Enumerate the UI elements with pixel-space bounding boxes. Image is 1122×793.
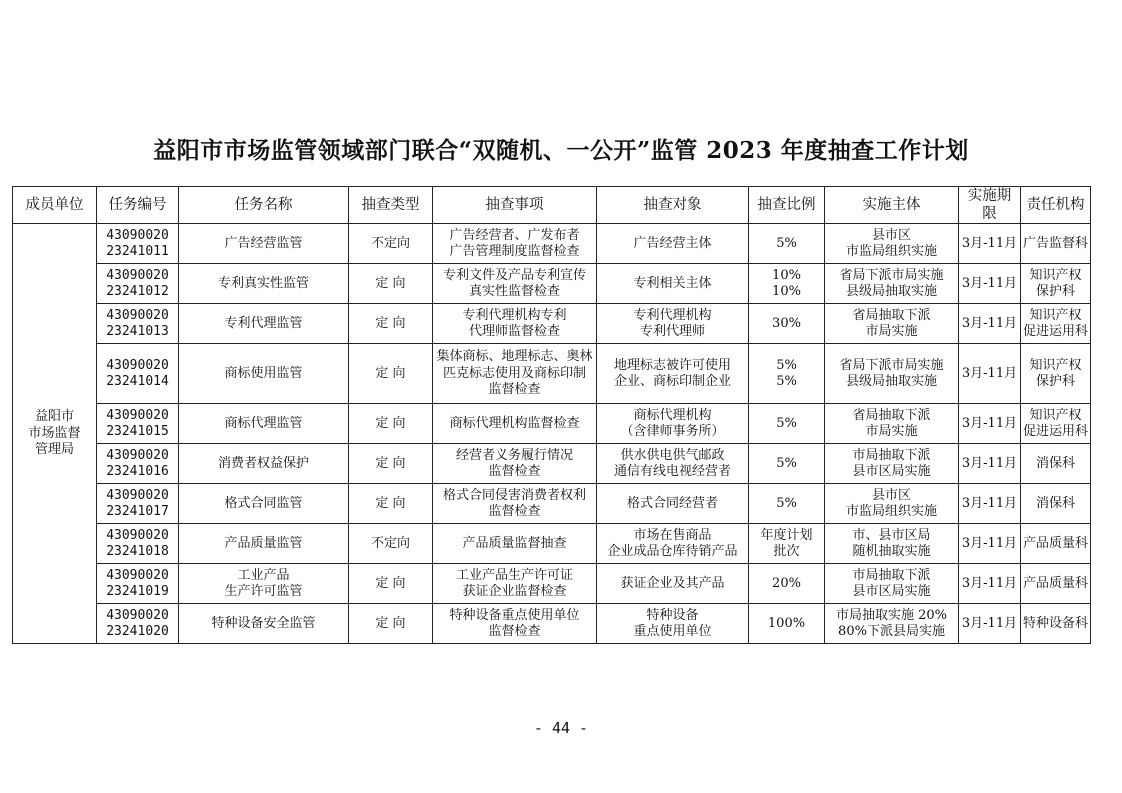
implementer-cell-line: 省局抽取下派 [852,407,931,423]
check-item-cell-line: 工业产品生产许可证 [455,567,573,583]
table-row [13,264,1091,304]
check-item-cell-line: 监督检查 [488,381,541,397]
responsible-org-cell-line: 消保科 [1035,455,1075,471]
period-cell: 3月-11月 [959,524,1021,564]
task-name-cell-line: 产品质量监管 [224,535,303,551]
check-ratio-cell-line: 5% [776,235,797,251]
task-code-cell-line: 43090020 [106,307,169,323]
check-item-cell [433,264,597,304]
period-cell: 3月-11月 [959,264,1021,304]
column-header: 任务名称 [179,187,349,224]
responsible-org-cell [1021,304,1091,344]
check-target-cell-line: 专利相关主体 [633,275,712,291]
responsible-org-cell [1021,404,1091,444]
period-cell: 3月-11月 [959,484,1021,524]
responsible-org-cell [1021,604,1091,644]
task-name-cell [179,564,349,604]
period-cell: 3月-11月 [959,224,1021,264]
check-item-cell-line: 匹克标志使用及商标印制 [442,365,586,381]
column-header: 实施主体 [825,187,959,224]
check-target-cell [597,604,749,644]
task-code-cell-line: 43090020 [106,227,169,243]
responsible-org-cell-line: 促进运用科 [1023,423,1089,439]
check-item-cell-line: 代理师监督检查 [468,323,560,339]
table-row [13,224,1091,264]
task-code-cell-line: 43090020 [106,487,169,503]
task-name-cell [179,524,349,564]
task-name-cell-line: 专利真实性监管 [217,275,309,291]
check-ratio-cell [749,344,825,404]
table-row [13,404,1091,444]
responsible-org-cell [1021,344,1091,404]
check-item-cell-line: 专利代理机构专利 [462,307,567,323]
check-ratio-cell-line: 30% [772,315,801,331]
check-item-cell-line: 广告管理制度监督检查 [449,243,580,259]
task-code-cell-line: 23241014 [106,373,169,389]
implementer-cell-line: 市监局组织实施 [845,503,937,519]
check-item-cell-line: 广告经营者、广发布者 [449,227,580,243]
task-name-cell [179,304,349,344]
implementer-cell-line: 市、县市区局 [852,527,931,543]
check-target-cell [597,344,749,404]
check-ratio-cell [749,604,825,644]
responsible-org-cell-line: 知识产权 [1029,407,1082,423]
table-row [13,604,1091,644]
check-type-cell: 定 向 [349,564,433,604]
check-ratio-cell [749,304,825,344]
plan-table [12,186,1091,644]
check-ratio-cell-line: 5% [776,495,797,511]
check-ratio-cell-line: 20% [772,575,801,591]
check-item-cell-line: 监督检查 [488,463,541,479]
task-name-cell [179,264,349,304]
responsible-org-cell-line: 知识产权 [1029,307,1082,323]
implementer-cell [825,564,959,604]
page-number: - 44 - [533,719,589,737]
check-item-cell [433,564,597,604]
check-ratio-cell-line: 100% [767,615,806,631]
task-code-cell-line: 43090020 [106,447,169,463]
check-ratio-cell [749,264,825,304]
implementer-cell-line: 县市区 [871,487,911,503]
check-item-cell [433,524,597,564]
check-item-cell [433,604,597,644]
check-ratio-cell [749,224,825,264]
implementer-cell [825,264,959,304]
member-unit-line: 益阳市 [34,409,74,425]
implementer-cell-line: 省局抽取下派 [852,307,931,323]
check-ratio-cell-line: 10% [772,283,801,299]
implementer-cell [825,484,959,524]
responsible-org-cell [1021,484,1091,524]
implementer-cell-line: 县市区 [871,227,911,243]
table-row [13,564,1091,604]
check-type-cell: 定 向 [349,404,433,444]
task-code-cell-line: 23241012 [106,283,169,299]
check-ratio-cell-line: 5% [776,455,797,471]
implementer-cell-line: 县市区局实施 [852,463,931,479]
check-ratio-cell-line: 5% [776,357,797,373]
column-header: 任务编号 [97,187,179,224]
task-code-cell-line: 43090020 [106,267,169,283]
task-code-cell-line: 43090020 [106,527,169,543]
responsible-org-cell-line: 保护科 [1035,373,1075,389]
implementer-cell [825,224,959,264]
check-target-cell-line: 重点使用单位 [633,623,712,639]
implementer-cell-line: 80%下派县局实施 [838,623,945,639]
task-code-cell [97,484,179,524]
task-code-cell [97,524,179,564]
check-item-cell [433,404,597,444]
task-code-cell-line: 23241015 [106,423,169,439]
check-ratio-cell-line: 5% [776,373,797,389]
implementer-cell-line: 市局实施 [865,423,918,439]
check-target-cell-line: 供水供电供气邮政 [620,447,725,463]
table-row [13,344,1091,404]
responsible-org-cell [1021,564,1091,604]
period-cell: 3月-11月 [959,404,1021,444]
column-header: 抽查类型 [349,187,433,224]
check-target-cell-line: 格式合同经营者 [626,495,718,511]
check-target-cell-line: 获证企业及其产品 [620,575,725,591]
implementer-cell-line: 省局下派市局实施 [839,267,944,283]
header-row [13,187,1091,224]
task-code-cell [97,564,179,604]
task-name-cell-line: 消费者权益保护 [217,455,309,471]
check-item-cell [433,344,597,404]
task-code-cell [97,344,179,404]
check-item-cell [433,484,597,524]
check-item-cell [433,444,597,484]
implementer-cell-line: 市监局组织实施 [845,243,937,259]
check-type-cell: 定 向 [349,304,433,344]
check-target-cell [597,264,749,304]
task-code-cell-line: 23241018 [106,543,169,559]
responsible-org-cell-line: 促进运用科 [1023,323,1089,339]
column-header: 责任机构 [1021,187,1091,224]
check-item-cell-line: 获证企业监督检查 [462,583,567,599]
check-item-cell-line: 经营者义务履行情况 [455,447,573,463]
page-title: 益阳市市场监管领域部门联合“双随机、一公开”监管 2023 年度抽查工作计划 [153,137,969,164]
task-code-cell [97,404,179,444]
member-unit-line: 管理局 [34,441,74,457]
check-ratio-cell [749,444,825,484]
check-target-cell [597,224,749,264]
check-target-cell-line: 专利代理师 [639,323,705,339]
check-type-cell: 定 向 [349,484,433,524]
responsible-org-cell-line: 特种设备科 [1023,615,1089,631]
check-target-cell [597,564,749,604]
implementer-cell-line: 随机抽取实施 [852,543,931,559]
check-type-cell: 定 向 [349,604,433,644]
responsible-org-cell [1021,444,1091,484]
responsible-org-cell-line: 广告监督科 [1023,235,1089,251]
task-code-cell-line: 43090020 [106,357,169,373]
responsible-org-cell [1021,264,1091,304]
check-target-cell-line: 特种设备 [646,607,699,623]
implementer-cell [825,344,959,404]
task-name-cell-line: 工业产品 [237,567,290,583]
check-target-cell-line: 广告经营主体 [633,235,712,251]
check-ratio-cell-line: 批次 [773,543,800,559]
check-item-cell-line: 真实性监督检查 [468,283,560,299]
check-target-cell-line: 专利代理机构 [633,307,712,323]
check-target-cell-line: 通信有线电视经营者 [613,463,731,479]
check-type-cell: 不定向 [349,524,433,564]
implementer-cell-line: 县市区局实施 [852,583,931,599]
responsible-org-cell-line: 产品质量科 [1023,575,1089,591]
implementer-cell [825,524,959,564]
table-row [13,444,1091,484]
task-name-cell [179,344,349,404]
check-ratio-cell [749,404,825,444]
column-header: 成员单位 [13,187,97,224]
task-name-cell [179,604,349,644]
check-item-cell-line: 特种设备重点使用单位 [449,607,580,623]
column-header: 实施期限 [959,187,1021,224]
task-code-cell-line: 23241017 [106,503,169,519]
check-target-cell-line: （含律师事务所） [620,423,725,439]
column-header: 抽查比例 [749,187,825,224]
check-target-cell [597,444,749,484]
check-target-cell [597,404,749,444]
task-name-cell-line: 特种设备安全监管 [211,615,316,631]
task-name-cell-line: 广告经营监管 [224,235,303,251]
check-item-cell-line: 监督检查 [488,623,541,639]
check-item-cell-line: 格式合同侵害消费者权利 [442,487,586,503]
task-code-cell-line: 23241013 [106,323,169,339]
check-ratio-cell-line: 10% [772,267,801,283]
check-type-cell: 不定向 [349,224,433,264]
task-name-cell-line: 商标代理监管 [224,415,303,431]
task-code-cell-line: 43090020 [106,407,169,423]
implementer-cell [825,444,959,484]
task-code-cell-line: 43090020 [106,607,169,623]
implementer-cell-line: 县级局抽取实施 [845,283,937,299]
implementer-cell-line: 市局抽取下派 [852,567,931,583]
task-name-cell-line: 商标使用监管 [224,365,303,381]
task-name-cell [179,484,349,524]
check-type-cell: 定 向 [349,344,433,404]
check-item-cell-line: 商标代理机构监督检查 [449,415,580,431]
implementer-cell [825,404,959,444]
table-row [13,304,1091,344]
responsible-org-cell-line: 产品质量科 [1023,535,1089,551]
task-code-cell [97,444,179,484]
check-ratio-cell [749,524,825,564]
task-name-cell [179,444,349,484]
responsible-org-cell-line: 知识产权 [1029,357,1082,373]
table-row [13,484,1091,524]
check-target-cell-line: 地理标志被许可使用 [613,357,731,373]
check-item-cell [433,224,597,264]
period-cell: 3月-11月 [959,344,1021,404]
check-ratio-cell-line: 5% [776,415,797,431]
check-ratio-cell-line: 年度计划 [760,527,813,543]
check-target-cell [597,304,749,344]
check-item-cell-line: 专利文件及产品专利宣传 [442,267,586,283]
member-unit-cell [13,224,97,644]
period-cell: 3月-11月 [959,564,1021,604]
task-code-cell [97,224,179,264]
task-name-cell [179,224,349,264]
responsible-org-cell [1021,524,1091,564]
check-item-cell [433,304,597,344]
responsible-org-cell-line: 知识产权 [1029,267,1082,283]
task-code-cell-line: 23241016 [106,463,169,479]
check-ratio-cell [749,564,825,604]
implementer-cell-line: 省局下派市局实施 [839,357,944,373]
check-type-cell: 定 向 [349,264,433,304]
check-target-cell-line: 市场在售商品 [633,527,712,543]
implementer-cell-line: 市局实施 [865,323,918,339]
column-header: 抽查对象 [597,187,749,224]
check-target-cell-line: 企业、商标印制企业 [613,373,731,389]
implementer-cell [825,604,959,644]
implementer-cell-line: 县级局抽取实施 [845,373,937,389]
check-item-cell-line: 产品质量监督抽查 [462,535,567,551]
task-code-cell-line: 23241020 [106,623,169,639]
task-name-cell [179,404,349,444]
check-item-cell-line: 集体商标、地理标志、奥林 [436,349,593,365]
check-target-cell [597,484,749,524]
check-target-cell-line: 商标代理机构 [633,407,712,423]
period-cell: 3月-11月 [959,444,1021,484]
responsible-org-cell [1021,224,1091,264]
check-target-cell-line: 企业成品仓库待销产品 [607,543,738,559]
period-cell: 3月-11月 [959,604,1021,644]
task-code-cell-line: 23241011 [106,243,169,259]
task-code-cell-line: 43090020 [106,567,169,583]
task-code-cell [97,604,179,644]
check-type-cell: 定 向 [349,444,433,484]
task-name-cell-line: 专利代理监管 [224,315,303,331]
implementer-cell-line: 市局抽取实施 20% [835,607,948,623]
period-cell: 3月-11月 [959,304,1021,344]
implementer-cell-line: 市局抽取下派 [852,447,931,463]
task-name-cell-line: 生产许可监管 [224,583,303,599]
table-body [13,224,1091,644]
implementer-cell [825,304,959,344]
responsible-org-cell-line: 保护科 [1035,283,1075,299]
responsible-org-cell-line: 消保科 [1035,495,1075,511]
task-code-cell [97,304,179,344]
check-ratio-cell [749,484,825,524]
check-target-cell [597,524,749,564]
task-code-cell [97,264,179,304]
task-name-cell-line: 格式合同监管 [224,495,303,511]
task-code-cell-line: 23241019 [106,583,169,599]
table-row [13,524,1091,564]
check-item-cell-line: 监督检查 [488,503,541,519]
member-unit-line: 市场监督 [28,425,81,441]
column-header: 抽查事项 [433,187,597,224]
